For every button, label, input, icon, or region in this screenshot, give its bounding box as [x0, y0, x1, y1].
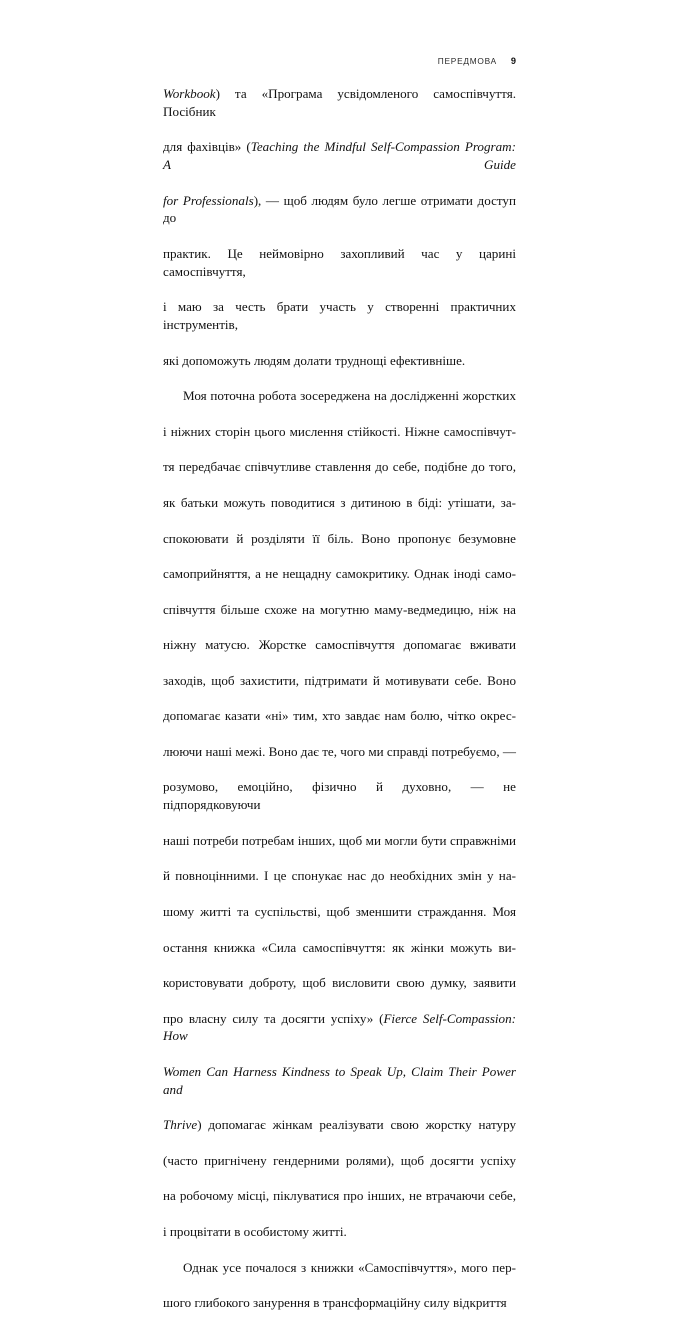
italic-run: Fierce Self-Compassion: How [163, 1010, 517, 1044]
paragraph-2 [163, 387, 516, 1258]
text-line: (часто пригнічену гендерними ролями), щоб досягти успіху [163, 1152, 516, 1168]
text-line: Моя поточна робота зосереджена на дослідженні жорстких [183, 388, 516, 404]
text-line: самоприйняття, а не нещадну самокритику. Однак іноді само- [163, 566, 516, 582]
line-text-part: про власну силу та досягти успіху» (Fierce Self-Compassion: How [163, 1010, 517, 1044]
paragraph-3 [163, 1259, 516, 1330]
page-number: 9 [510, 56, 516, 66]
line-text-part: Thrive) допомагає жінкам реалізувати свою жорстку натуру [163, 1117, 516, 1133]
text-line: шому житті та суспільстві, щоб зменшити страждання. Моя [163, 903, 516, 919]
italic-run: Workbook [163, 86, 216, 101]
text-line [163, 85, 516, 138]
text-line: для фахівців» (Teaching the Mindful Self-Compassion Program: A Guide [163, 139, 516, 173]
running-head-title: ПЕРЕДМОВА [437, 56, 497, 66]
text-line: тя передбачає співчутливе ставлення до себе, подібне до того, [163, 459, 516, 475]
text-line: співчуття більше схоже на могутню маму-ведмедицю, ніж на [163, 601, 516, 617]
text-line: на робочому місці, піклуватися про інших, не втрачаючи себе, [163, 1188, 516, 1204]
text-line: наші потреби потребам інших, щоб ми могли бути справжніми [163, 832, 516, 848]
text-line: остання книжка «Сила самоспівчуття: як жінки можуть ви- [163, 939, 516, 955]
italic-run: for Professionals [163, 192, 254, 208]
italic-run: Teaching the Mindful Self-Compassion Program: A Guide [163, 139, 516, 173]
text-line: for Professionals), — щоб людям було легше отримати доступ до [163, 192, 516, 226]
text-line: й повноцінними. І це спонукає нас до необхідних змін у на- [163, 868, 516, 884]
text-line: які допоможуть людям долати труднощі ефективніше. [163, 352, 466, 368]
text-line: заходів, щоб захистити, підтримати й мотивувати себе. Воно [163, 672, 516, 688]
italic-title-workbook: Workbook) та «Програма усвідомленого самоспівчуття. Посібник [163, 86, 516, 119]
text-line: як батьки можуть поводитися з дитиною в біді: утішати, за- [163, 494, 516, 510]
text-line: допомагає казати «ні» тим, хто завдає нам болю, чітко окрес- [163, 708, 516, 724]
text-line: люючи наші межі. Воно дає те, чого ми справді потребуємо, — [163, 743, 516, 759]
text-line: спокоювати й розділяти її біль. Воно пропонує безумовне [163, 530, 516, 546]
text-line: і процвітати в особистому житті. [163, 1224, 347, 1239]
paragraph-1 [163, 85, 516, 387]
text-line-with-italic [163, 1010, 516, 1063]
italic-run: Thrive [163, 1117, 198, 1133]
text-line: користовувати доброту, щоб висловити свою думку, заявити [163, 975, 516, 991]
text-line: Однак усе почалося з книжки «Самоспівчуття», мого пер- [183, 1259, 516, 1275]
text-line: розумово, емоційно, фізично й духовно, — не підпорядковуючи [163, 779, 516, 813]
text-line: і ніжних сторін цього мислення стійкості. Ніжне самоспівчут- [163, 423, 516, 439]
text-line: шого глибокого занурення в трансформаційну силу відкриття [163, 1295, 507, 1311]
text-line: ніжну матусю. Жорстке самоспівчуття допомагає вживати [163, 637, 516, 653]
text-line-italic [163, 1063, 516, 1116]
text-line: і маю за честь брати участь у створенні практичних інструментів, [163, 299, 516, 333]
italic-title-fierce-part: Women Can Harness Kindness to Speak Up, Claim Their Power and [163, 1063, 516, 1097]
text-line: практик. Це неймовірно захопливий час у царині самоспівчуття, [163, 246, 516, 279]
running-head [163, 57, 516, 71]
text-line-with-italic [163, 1116, 516, 1152]
body-text-block [163, 85, 516, 1330]
